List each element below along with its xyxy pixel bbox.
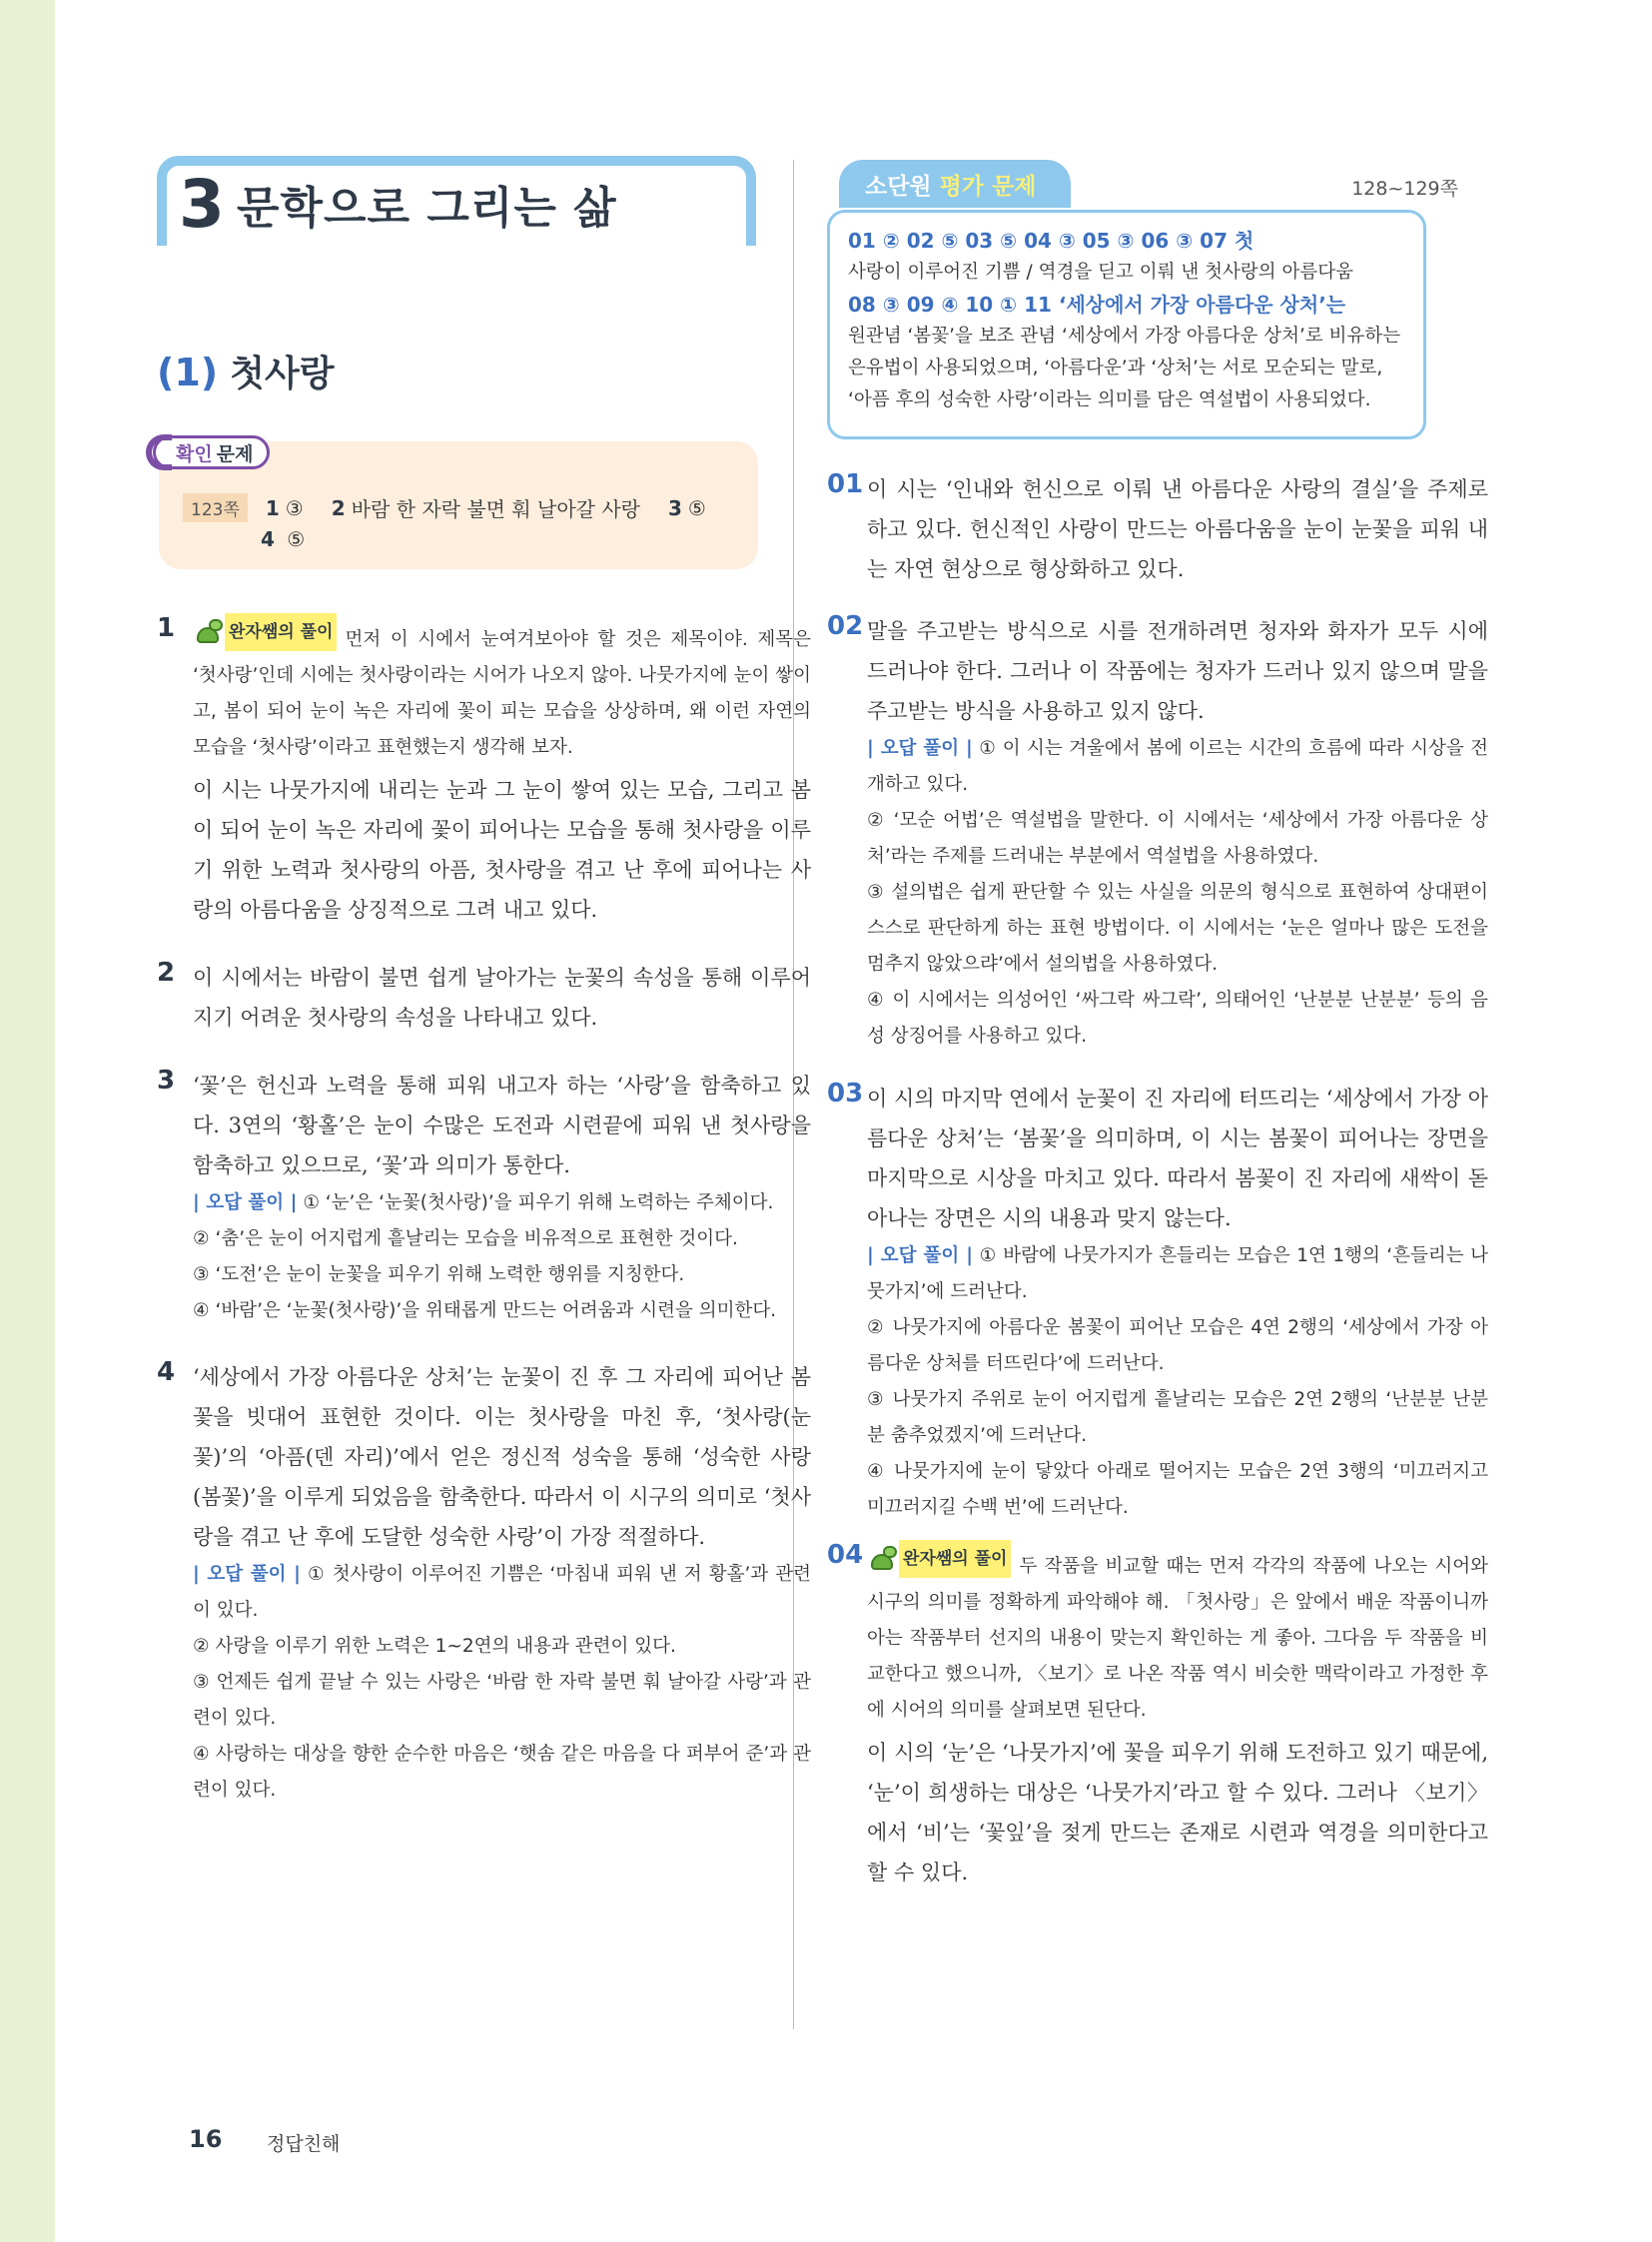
teacher-comment: [867, 1540, 1488, 1729]
answer-item: [157, 1357, 811, 1809]
answer-value: 바람 한 자락 불면 훠 날아갈 사랑: [351, 497, 640, 521]
answer-item: [157, 613, 811, 930]
check-questions-box: [159, 441, 758, 569]
odab-line: | 오답 풀이 | ① 이 시는 겨울에서 봄에 이르는 시간의 흐름에 따라 시상을 전개하고 있다.: [867, 738, 1488, 795]
answer-value: ③: [285, 495, 304, 520]
odab-line: ④ 사랑하는 대상을 향한 순수한 마음은 ‘햇솜 같은 마음을 다 퍼부어 준’과 관련이 있다.: [193, 1744, 811, 1801]
item-number: 1: [157, 613, 176, 643]
teacher-comment: [193, 613, 811, 766]
item-body: 이 시는 나뭇가지에 내리는 눈과 그 눈이 쌓여 있는 모습, 그리고 봄이 되어 눈이 녹은 자리에 꽃이 피어나는 모습을 통해 첫사랑을 이루기 위한 노력과 첫사랑의 아픔, 첫사랑을 겪고 난 후에 피어나는 사랑의 아름다움을 상징적으로 그려 내고 있다.: [193, 778, 811, 922]
unit-number: 3: [179, 166, 225, 243]
odab-line: ③ 언제든 쉽게 끝날 수 있는 사랑은 ‘바람 한 자락 불면 훠 날아갈 사랑’과 관련이 있다.: [193, 1672, 811, 1729]
c-bracket-icon: [146, 434, 172, 470]
teacher-text: 먼저 이 시에서 눈여겨보아야 할 것은 제목이야. 제목은 ‘첫사랑’인데 시에는 첫사랑이라는 시어가 나오지 않아. 나뭇가지에 눈이 쌓이고, 봄이 되어 눈이 녹은 자리에 꽃이 피는 모습을 상상하며, 왜 이런 자연의 모습을 ‘첫사랑’이라고 표현했는지 생각해 보자.: [193, 629, 811, 758]
item-body: 이 시에서는 바람이 불면 쉽게 날아가는 눈꽃의 속성을 통해 이루어지기 어려운 첫사랑의 속성을 나타내고 있다.: [193, 966, 811, 1030]
answer-number: 4: [261, 527, 275, 551]
answer-number: 2: [331, 495, 346, 520]
unit-header: [157, 150, 811, 250]
answer-item: [827, 1540, 1488, 1892]
odab-line: ③ ‘도전’은 눈이 눈꽃을 피우기 위해 노력한 행위를 지칭한다.: [193, 1264, 685, 1285]
item-body: 이 시의 ‘눈’은 ‘나뭇가지’에 꽃을 피우기 위해 도전하고 있기 때문에, ‘눈’이 희생하는 대상은 ‘나뭇가지’라고 할 수 있다. 그러나 〈보기〉에서 ‘비’는 ‘꽃잎’을 젖게 만드는 존재로 시련과 역경을 의미한다고 할 수 있다.: [867, 1741, 1488, 1884]
odab-line: ③ 나뭇가지 주위로 눈이 어지럽게 흩날리는 모습은 2연 2행의 ‘난분분 난분분 춤추었겠지’에 드러난다.: [867, 1389, 1488, 1446]
answer-item: [827, 469, 1488, 589]
eval-pages: 128~129쪽: [1351, 178, 1458, 200]
eval-line: 사랑이 이루어진 기쁨 / 역경을 딛고 이뤄 낸 첫사랑의 아름다움: [848, 262, 1353, 283]
item-number: 02: [827, 611, 864, 641]
answer-item: [157, 958, 811, 1038]
odab-line: ② ‘춤’은 눈이 어지럽게 흩날리는 모습을 비유적으로 표현한 것이다.: [193, 1228, 738, 1249]
odab-line: | 오답 풀이 | ① 바람에 나뭇가지가 흔들리는 모습은 1연 1행의 ‘흔들리는 나뭇가지’에 드러난다.: [867, 1245, 1488, 1302]
odab-line: ③ 설의법은 쉽게 판단할 수 있는 사실을 의문의 형식으로 표현하여 상대편이 스스로 판단하게 하는 표현 방법이다. 이 시에서는 ‘눈은 얼마나 많은 도전을 멈추지 않았으랴’에서 설의법을 사용하였다.: [867, 882, 1488, 975]
answer-item: [827, 611, 1488, 1055]
side-strip: [0, 0, 55, 2242]
answer-number: 1: [265, 495, 280, 520]
check-tag-label-b: 문제: [216, 442, 254, 465]
right-column: [827, 160, 1488, 1892]
odab-line: ② 나뭇가지에 아름다운 봄꽃이 피어난 모습은 4연 2행의 ‘세상에서 가장 아름다운 상처를 터뜨린다’에 드러난다.: [867, 1317, 1488, 1374]
item-number: 4: [157, 1357, 176, 1387]
turtle-mascot-icon: [867, 1546, 897, 1572]
eval-tag: [839, 160, 1071, 208]
teacher-label: 완자쌤의 풀이: [899, 1540, 1011, 1578]
eval-header: [827, 160, 1488, 216]
check-answers-line-2: [261, 527, 305, 551]
page-number: 16: [189, 2125, 223, 2153]
odab-label: | 오답 풀이 |: [193, 1192, 298, 1213]
eval-line: ‘아픔 후의 성숙한 사랑’이라는 의미를 담은 역설법이 사용되었다.: [848, 389, 1371, 410]
item-body: ‘세상에서 가장 아름다운 상처’는 눈꽃이 진 후 그 자리에 피어난 봄꽃을 빗대어 표현한 것이다. 이는 첫사랑을 마친 후, ‘첫사랑(눈꽃)’의 ‘아픔(덴 자리)’에서 얻은 정신적 성숙을 통해 ‘성숙한 사랑(봄꽃)’을 이루게 되었음을 함축한다. 따라서 이 시구의 의미로 ‘첫사랑을 겪고 난 후에 도달한 성숙한 사랑’이 가장 적절하다.: [193, 1365, 811, 1549]
odab-line: | 오답 풀이 | ① ‘눈’은 ‘눈꽃(첫사랑)’을 피우기 위해 노력하는 주체이다.: [193, 1192, 774, 1213]
answer-number: 3: [667, 495, 682, 520]
teacher-badge: [193, 613, 337, 651]
eval-tag-label-b: 평가: [939, 173, 985, 200]
section-number: (1): [157, 351, 219, 394]
odab-line: ④ 나뭇가지에 눈이 닿았다 아래로 떨어지는 모습은 2연 3행의 ‘미끄러지고 미끄러지길 수백 번’에 드러난다.: [867, 1461, 1488, 1518]
odab-label: | 오답 풀이 |: [867, 1245, 974, 1266]
page: [55, 0, 1652, 2242]
left-column: [157, 150, 811, 1809]
odab-line: ② ‘모순 어법’은 역설법을 말한다. 이 시에서는 ‘세상에서 가장 아름다운 상처’라는 주제를 드러내는 부분에서 역설법을 사용하였다.: [867, 810, 1488, 867]
teacher-badge: [867, 1540, 1011, 1578]
item-number: 04: [827, 1540, 864, 1570]
eval-line: 08 ③ 09 ④ 10 ① 11 ‘세상에서 가장 아름다운 상처’는: [848, 293, 1346, 317]
answer-item: [827, 1079, 1488, 1526]
section-header: [157, 346, 811, 395]
item-body: 이 시의 마지막 연에서 눈꽃이 진 자리에 터뜨리는 ‘세상에서 가장 아름다운 상처’는 ‘봄꽃’을 의미하며, 이 시는 봄꽃이 피어나는 장면을 마지막으로 시상을 마치고 있다. 따라서 봄꽃이 진 자리에 새싹이 돋아나는 장면은 시의 내용과 맞지 않는다.: [867, 1087, 1488, 1230]
answer-value: ⑤: [287, 527, 306, 551]
odab-label: | 오답 풀이 |: [193, 1564, 301, 1585]
item-body: ‘꽃’은 헌신과 노력을 통해 피워 내고자 하는 ‘사랑’을 함축하고 있다. 3연의 ‘황홀’은 눈이 수많은 도전과 시련끝에 피워 낸 첫사랑을 함축하고 있으므로, ‘꽃’과 의미가 통한다.: [193, 1074, 811, 1177]
eval-line: 01 ② 02 ⑤ 03 ⑤ 04 ③ 05 ③ 06 ③ 07 첫: [848, 229, 1254, 253]
eval-answers-box: [827, 210, 1426, 439]
page-badge: 123쪽: [183, 493, 248, 522]
check-tag-label-a: 확인: [176, 442, 213, 465]
item-number: 01: [827, 469, 864, 499]
item-body: 이 시는 ‘인내와 헌신으로 이뤄 낸 아름다운 사랑의 결실’을 주제로 하고 있다. 헌신적인 사랑이 만드는 아름다움을 눈이 눈꽃을 피워 내는 자연 현상으로 형상화하고 있다.: [867, 477, 1488, 581]
item-body: 말을 주고받는 방식으로 시를 전개하려면 청자와 화자가 모두 시에 드러나야 한다. 그러나 이 작품에는 청자가 드러나 있지 않으며 말을 주고받는 방식을 사용하고 있지 않다.: [867, 619, 1488, 723]
odab-label: | 오답 풀이 |: [867, 738, 973, 759]
eval-line: 원관념 ‘봄꽃’을 보조 관념 ‘세상에서 가장 아름다운 상처’로 비유하는: [848, 326, 1401, 347]
check-tag: [153, 435, 270, 469]
eval-tag-label-c: 문제: [992, 173, 1037, 200]
eval-line: 은유법이 사용되었으며, ‘아름다운’과 ‘상처’는 서로 모순되는 말로,: [848, 358, 1383, 378]
odab-line: ② 사랑을 이루기 위한 노력은 1~2연의 내용과 관련이 있다.: [193, 1636, 676, 1657]
item-number: 3: [157, 1066, 176, 1096]
eval-tag-label-a: 소단원: [865, 173, 932, 200]
item-number: 03: [827, 1079, 864, 1109]
item-number: 2: [157, 958, 176, 988]
teacher-label: 완자쌤의 풀이: [225, 613, 337, 651]
check-answers-line-1: [183, 493, 706, 522]
unit-title: 문학으로 그리는 삶: [237, 183, 617, 234]
answer-item: [157, 1066, 811, 1329]
odab-line: ④ ‘바람’은 ‘눈꽃(첫사랑)’을 위태롭게 만드는 어려움과 시련을 의미한다.: [193, 1300, 777, 1321]
odab-line: ④ 이 시에서는 의성어인 ‘싸그락 싸그락’, 의태어인 ‘난분분 난분분’ 등의 음성 상징어를 사용하고 있다.: [867, 990, 1488, 1047]
section-title: 첫사랑: [230, 354, 335, 394]
footer-title: 정답친해: [267, 2133, 341, 2155]
answer-value: ⑤: [687, 495, 706, 520]
odab-line: | 오답 풀이 | ① 첫사랑이 이루어진 기쁨은 ‘마침내 피워 낸 저 황홀’과 관련이 있다.: [193, 1564, 811, 1621]
turtle-mascot-icon: [193, 619, 223, 645]
teacher-text: 두 작품을 비교할 때는 먼저 각각의 작품에 나오는 시어와 시구의 의미를 정확하게 파악해야 해. 「첫사랑」은 앞에서 배운 작품이니까 아는 작품부터 선지의 내용이 맞는지 확인하는 게 좋아. 그다음 두 작품을 비교한다고 했으니까, 〈보기〉로 나온 작품 역시 비슷한 맥락이라고 가정한 후에 시어의 의미를 살펴보면 된단다.: [867, 1556, 1488, 1721]
